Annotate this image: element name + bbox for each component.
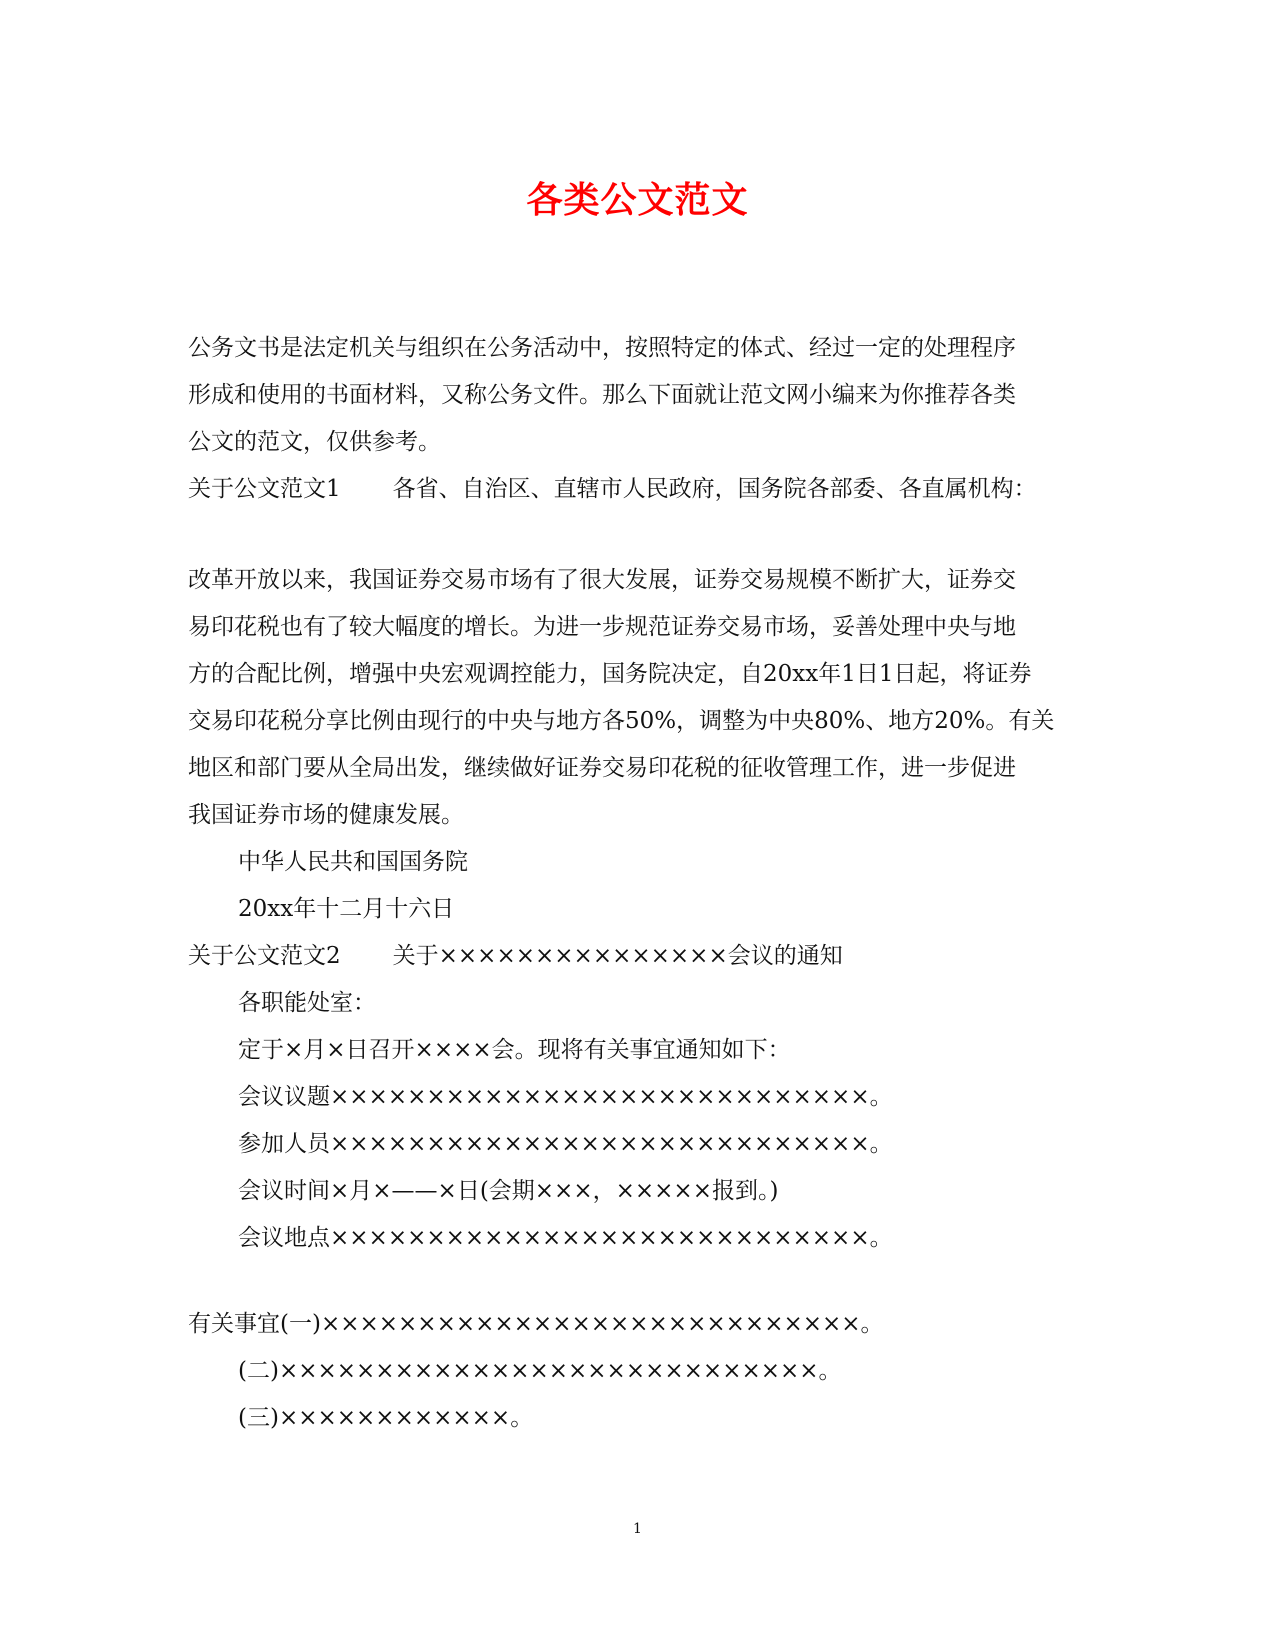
sample1-heading: 关于公文范文1 — [188, 476, 341, 502]
sample2-matter-2: (二)××××××××××××××××××××××××××××。 — [238, 1358, 842, 1384]
intro-line-3: 公文的范文，仅供参考。 — [188, 429, 441, 455]
sample2-line-3: 参加人员××××××××××××××××××××××××××××。 — [238, 1131, 893, 1157]
sample2-line-4: 会议时间×月×——×日(会期×××，×××××报到。) — [238, 1178, 779, 1204]
document-title: 各类公文范文 — [526, 179, 749, 221]
sample1-body-line-2: 易印花税也有了较大幅度的增长。为进一步规范证券交易市场，妥善处理中央与地 — [188, 614, 1016, 640]
sample2-line-1: 定于×月×日召开××××会。现将有关事宜通知如下： — [238, 1037, 791, 1063]
intro-line-1: 公务文书是法定机关与组织在公务活动中，按照特定的体式、经过一定的处理程序 — [188, 335, 1016, 361]
sample2-matter-1: 有关事宜(一)××××××××××××××××××××××××××××。 — [188, 1311, 884, 1337]
sample2-subject: 关于×××××××××××××××会议的通知 — [392, 943, 843, 969]
sample2-heading-row — [188, 941, 843, 971]
sample1-addressee: 各省、自治区、直辖市人民政府，国务院各部委、各直属机构： — [392, 476, 1037, 502]
sample1-body-line-6: 我国证券市场的健康发展。 — [188, 802, 464, 828]
sample1-signature: 中华人民共和国国务院 — [238, 849, 468, 875]
sample1-body-line-5: 地区和部门要从全局出发，继续做好证券交易印花税的征收管理工作，进一步促进 — [188, 755, 1016, 781]
sample2-line-5: 会议地点××××××××××××××××××××××××××××。 — [238, 1225, 893, 1251]
sample1-body-line-3: 方的合配比例，增强中央宏观调控能力，国务院决定，自20xx年1日1日起，将证券 — [188, 661, 1032, 687]
sample1-body-line-1: 改革开放以来，我国证券交易市场有了很大发展，证券交易规模不断扩大，证券交 — [188, 567, 1016, 593]
sample1-date: 20xx年十二月十六日 — [238, 896, 455, 922]
sample2-addressee: 各职能处室： — [238, 990, 376, 1016]
sample2-heading: 关于公文范文2 — [188, 943, 341, 969]
intro-line-2: 形成和使用的书面材料，又称公务文件。那么下面就让范文网小编来为你推荐各类 — [188, 382, 1016, 408]
sample1-body-line-4: 交易印花税分享比例由现行的中央与地方各50%，调整为中央80%、地方20%。有关 — [188, 708, 1055, 734]
page-number: 1 — [633, 1521, 642, 1537]
sample1-heading-row — [188, 474, 1037, 504]
sample2-line-2: 会议议题××××××××××××××××××××××××××××。 — [238, 1084, 893, 1110]
sample2-matter-3: (三)××××××××××××。 — [238, 1405, 534, 1431]
